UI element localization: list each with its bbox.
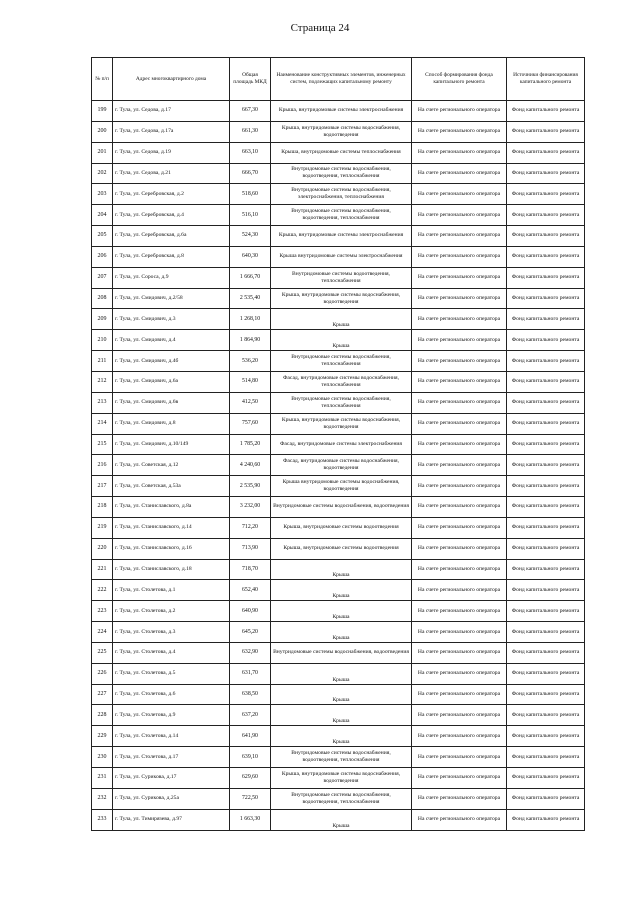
row-elements: Внутридомовые системы водоснабжения, водоотведения, теплоснабжения <box>271 205 412 226</box>
row-source: Фонд капитального ремонта <box>507 684 585 705</box>
row-number: 233 <box>92 809 113 830</box>
row-elements: Фасад, внутридомовые системы водоснабжения, водоотведения <box>271 455 412 476</box>
row-address: г. Тула, ул. Серебровская, д.6а <box>113 226 230 247</box>
row-area: 536,20 <box>230 351 271 372</box>
row-area: 722,50 <box>230 788 271 809</box>
row-elements: Крыша <box>271 684 412 705</box>
row-area: 1 663,30 <box>230 809 271 830</box>
row-area: 632,90 <box>230 642 271 663</box>
row-method: На счете регионального оператора <box>412 330 507 351</box>
row-address: г. Тула, ул. Советская, д.12 <box>113 455 230 476</box>
header-elements: Наименование конструктивных элементов, инженерных систем, подлежащих капитальному ремонту <box>271 58 412 101</box>
row-area: 661,30 <box>230 121 271 142</box>
row-address: г. Тула, ул. Станиславского, д.8а <box>113 497 230 518</box>
row-method: На счете регионального оператора <box>412 809 507 830</box>
row-number: 223 <box>92 601 113 622</box>
row-source: Фонд капитального ремонта <box>507 747 585 768</box>
row-source: Фонд капитального ремонта <box>507 330 585 351</box>
row-method: На счете регионального оператора <box>412 371 507 392</box>
row-method: На счете регионального оператора <box>412 663 507 684</box>
table-row <box>92 538 585 559</box>
row-number: 202 <box>92 163 113 184</box>
row-number: 199 <box>92 101 113 122</box>
row-elements: Крыша <box>271 330 412 351</box>
row-number: 201 <box>92 142 113 163</box>
table-row <box>92 142 585 163</box>
row-method: На счете регионального оператора <box>412 267 507 288</box>
row-address: г. Тула, ул. Станиславского, д.16 <box>113 538 230 559</box>
row-source: Фонд капитального ремонта <box>507 809 585 830</box>
row-area: 4 240,60 <box>230 455 271 476</box>
row-method: На счете регионального оператора <box>412 768 507 789</box>
row-source: Фонд капитального ремонта <box>507 163 585 184</box>
row-number: 225 <box>92 642 113 663</box>
row-area: 518,60 <box>230 184 271 205</box>
header-area: Общая площадь МКД <box>230 58 271 101</box>
row-method: На счете регионального оператора <box>412 642 507 663</box>
row-number: 208 <box>92 288 113 309</box>
header-address: Адрес многоквартирного дома <box>113 58 230 101</box>
row-source: Фонд капитального ремонта <box>507 246 585 267</box>
row-address: г. Тула, ул. Сурикова, д.25а <box>113 788 230 809</box>
row-number: 215 <box>92 434 113 455</box>
row-elements: Крыша, внутридомовые системы водоотведения <box>271 538 412 559</box>
row-address: г. Тула, ул. Столетова, д.3 <box>113 622 230 643</box>
row-method: На счете регионального оператора <box>412 434 507 455</box>
header-method: Способ формирования фонда капитального ремонта <box>412 58 507 101</box>
row-address: г. Тула, ул. Столетова, д.17 <box>113 747 230 768</box>
row-area: 713,90 <box>230 538 271 559</box>
row-elements: Крыша <box>271 601 412 622</box>
table-row <box>92 413 585 434</box>
row-source: Фонд капитального ремонта <box>507 121 585 142</box>
row-source: Фонд капитального ремонта <box>507 538 585 559</box>
row-number: 217 <box>92 476 113 497</box>
row-area: 514,80 <box>230 371 271 392</box>
row-area: 666,70 <box>230 163 271 184</box>
table-row <box>92 205 585 226</box>
row-source: Фонд капитального ремонта <box>507 663 585 684</box>
row-method: На счете регионального оператора <box>412 788 507 809</box>
row-source: Фонд капитального ремонта <box>507 142 585 163</box>
row-method: На счете регионального оператора <box>412 226 507 247</box>
table-row <box>92 184 585 205</box>
row-source: Фонд капитального ремонта <box>507 705 585 726</box>
row-elements: Крыша <box>271 559 412 580</box>
table-row <box>92 663 585 684</box>
row-address: г. Тула, ул. Серебровская, д.4 <box>113 205 230 226</box>
row-number: 222 <box>92 580 113 601</box>
row-area: 629,60 <box>230 768 271 789</box>
row-number: 210 <box>92 330 113 351</box>
row-area: 631,70 <box>230 663 271 684</box>
row-area: 718,70 <box>230 559 271 580</box>
row-number: 211 <box>92 351 113 372</box>
row-address: г. Тула, ул. Серебровская, д.2 <box>113 184 230 205</box>
table-row <box>92 226 585 247</box>
row-number: 213 <box>92 392 113 413</box>
row-address: г. Тула, ул. Столетова, д.9 <box>113 705 230 726</box>
row-elements: Внутридомовые системы водоотведения, теплоснабжения <box>271 267 412 288</box>
row-elements: Крыша, внутридомовые системы электроснабжения <box>271 226 412 247</box>
row-address: г. Тула, ул. Столетова, д.1 <box>113 580 230 601</box>
row-elements: Крыша <box>271 622 412 643</box>
row-elements: Крыша <box>271 580 412 601</box>
row-address: г. Тула, ул. Смидович, д.2/58 <box>113 288 230 309</box>
row-source: Фонд капитального ремонта <box>507 497 585 518</box>
row-number: 224 <box>92 622 113 643</box>
row-source: Фонд капитального ремонта <box>507 455 585 476</box>
row-elements: Крыша внутридомовые системы водоснабжения, водоотведения <box>271 476 412 497</box>
row-number: 229 <box>92 726 113 747</box>
row-elements: Фасад, внутридомовые системы водоснабжения, теплоснабжения <box>271 371 412 392</box>
row-area: 641,90 <box>230 726 271 747</box>
table-row <box>92 517 585 538</box>
row-method: На счете регионального оператора <box>412 142 507 163</box>
row-method: На счете регионального оператора <box>412 601 507 622</box>
row-elements: Крыша, внутридомовые системы водоснабжения, водоотведения <box>271 413 412 434</box>
row-method: На счете регионального оператора <box>412 288 507 309</box>
row-source: Фонд капитального ремонта <box>507 788 585 809</box>
row-number: 216 <box>92 455 113 476</box>
row-source: Фонд капитального ремонта <box>507 371 585 392</box>
row-number: 228 <box>92 705 113 726</box>
row-address: г. Тула, ул. Седова, д.17 <box>113 101 230 122</box>
table-row <box>92 309 585 330</box>
row-method: На счете регионального оператора <box>412 622 507 643</box>
row-address: г. Тула, ул. Столетова, д.6 <box>113 684 230 705</box>
table-row <box>92 768 585 789</box>
row-address: г. Тула, ул. Серебровская, д.8 <box>113 246 230 267</box>
row-area: 524,30 <box>230 226 271 247</box>
row-area: 1 268,10 <box>230 309 271 330</box>
row-method: На счете регионального оператора <box>412 476 507 497</box>
row-address: г. Тула, ул. Столетова, д.2 <box>113 601 230 622</box>
row-method: На счете регионального оператора <box>412 559 507 580</box>
row-number: 232 <box>92 788 113 809</box>
row-number: 218 <box>92 497 113 518</box>
row-source: Фонд капитального ремонта <box>507 580 585 601</box>
row-area: 640,90 <box>230 601 271 622</box>
row-method: На счете регионального оператора <box>412 351 507 372</box>
row-area: 1 864,90 <box>230 330 271 351</box>
row-method: На счете регионального оператора <box>412 121 507 142</box>
table-row <box>92 642 585 663</box>
row-elements: Внутридомовые системы водоснабжения, электроснабжения, теплоснабжения <box>271 184 412 205</box>
row-address: г. Тула, ул. Смидович, д.6в <box>113 392 230 413</box>
table-row <box>92 371 585 392</box>
row-address: г. Тула, ул. Советская, д.53а <box>113 476 230 497</box>
row-address: г. Тула, ул. Смидович, д.10/149 <box>113 434 230 455</box>
row-source: Фонд капитального ремонта <box>507 642 585 663</box>
row-elements: Фасад, внутридомовые системы электроснабжения <box>271 434 412 455</box>
row-address: г. Тула, ул. Смидович, д.3 <box>113 309 230 330</box>
table-row <box>92 330 585 351</box>
row-method: На счете регионального оператора <box>412 726 507 747</box>
row-area: 2 535,90 <box>230 476 271 497</box>
row-address: г. Тула, ул. Станиславского, д.18 <box>113 559 230 580</box>
row-number: 205 <box>92 226 113 247</box>
row-source: Фонд капитального ремонта <box>507 351 585 372</box>
row-address: г. Тула, ул. Седова, д.21 <box>113 163 230 184</box>
row-address: г. Тула, ул. Седова, д.17а <box>113 121 230 142</box>
row-elements: Внутридомовые системы водоснабжения, водоотведения, теплоснабжения <box>271 747 412 768</box>
row-source: Фонд капитального ремонта <box>507 101 585 122</box>
row-source: Фонд капитального ремонта <box>507 267 585 288</box>
table-row <box>92 601 585 622</box>
row-source: Фонд капитального ремонта <box>507 622 585 643</box>
row-address: г. Тула, ул. Сороса, д.9 <box>113 267 230 288</box>
row-source: Фонд капитального ремонта <box>507 726 585 747</box>
row-area: 638,50 <box>230 684 271 705</box>
row-elements: Внутридомовые системы водоснабжения, водоотведения <box>271 497 412 518</box>
row-number: 230 <box>92 747 113 768</box>
row-method: На счете регионального оператора <box>412 101 507 122</box>
row-elements: Крыша внутридомовые системы электроснабжения <box>271 246 412 267</box>
row-elements: Крыша, внутридомовые системы теплоснабжения <box>271 142 412 163</box>
header-source: Источники финансирования капитального ремонта <box>507 58 585 101</box>
row-method: На счете регионального оператора <box>412 538 507 559</box>
row-address: г. Тула, ул. Смидович, д.4 <box>113 330 230 351</box>
row-source: Фонд капитального ремонта <box>507 559 585 580</box>
row-address: г. Тула, ул. Тимирязева, д.97 <box>113 809 230 830</box>
table-row <box>92 267 585 288</box>
row-elements: Крыша, внутридомовые системы водоснабжения, водоотведения <box>271 121 412 142</box>
row-area: 712,20 <box>230 517 271 538</box>
row-source: Фонд капитального ремонта <box>507 768 585 789</box>
row-method: На счете регионального оператора <box>412 517 507 538</box>
row-address: г. Тула, ул. Смидович, д.4б <box>113 351 230 372</box>
row-number: 206 <box>92 246 113 267</box>
table-row <box>92 101 585 122</box>
row-elements: Внутридомовые системы водоснабжения, водоотведения, теплоснабжения <box>271 788 412 809</box>
table-row <box>92 246 585 267</box>
row-address: г. Тула, ул. Столетова, д.14 <box>113 726 230 747</box>
row-source: Фонд капитального ремонта <box>507 226 585 247</box>
row-number: 204 <box>92 205 113 226</box>
row-source: Фонд капитального ремонта <box>507 601 585 622</box>
row-elements: Крыша <box>271 809 412 830</box>
row-area: 652,40 <box>230 580 271 601</box>
row-number: 220 <box>92 538 113 559</box>
row-source: Фонд капитального ремонта <box>507 205 585 226</box>
row-area: 1 666,70 <box>230 267 271 288</box>
table-row <box>92 121 585 142</box>
row-number: 227 <box>92 684 113 705</box>
row-elements: Крыша, внутридомовые системы электроснабжения <box>271 101 412 122</box>
row-area: 645,20 <box>230 622 271 643</box>
row-number: 226 <box>92 663 113 684</box>
row-elements: Крыша, внутридомовые системы водоотведения <box>271 517 412 538</box>
table-row <box>92 684 585 705</box>
table-row <box>92 622 585 643</box>
row-area: 640,30 <box>230 246 271 267</box>
row-method: На счете регионального оператора <box>412 580 507 601</box>
table-row <box>92 351 585 372</box>
table-row <box>92 726 585 747</box>
table-row <box>92 747 585 768</box>
row-number: 209 <box>92 309 113 330</box>
row-area: 3 232,00 <box>230 497 271 518</box>
row-source: Фонд капитального ремонта <box>507 288 585 309</box>
table-row <box>92 705 585 726</box>
row-source: Фонд капитального ремонта <box>507 476 585 497</box>
table-row <box>92 434 585 455</box>
row-source: Фонд капитального ремонта <box>507 517 585 538</box>
row-elements: Крыша <box>271 663 412 684</box>
row-elements: Крыша, внутридомовые системы водоснабжения, водоотведения <box>271 288 412 309</box>
table-row <box>92 392 585 413</box>
row-area: 412,50 <box>230 392 271 413</box>
row-source: Фонд капитального ремонта <box>507 413 585 434</box>
page-title: Страница 24 <box>290 22 350 34</box>
row-method: На счете регионального оператора <box>412 246 507 267</box>
row-area: 667,30 <box>230 101 271 122</box>
row-elements: Крыша <box>271 309 412 330</box>
row-area: 516,10 <box>230 205 271 226</box>
row-elements: Крыша <box>271 705 412 726</box>
table-header-row <box>92 58 585 101</box>
row-source: Фонд капитального ремонта <box>507 184 585 205</box>
table-row <box>92 163 585 184</box>
row-elements: Внутридомовые системы водоснабжения, теплоснабжения <box>271 392 412 413</box>
row-area: 639,10 <box>230 747 271 768</box>
table-row <box>92 580 585 601</box>
row-method: На счете регионального оператора <box>412 392 507 413</box>
row-elements: Крыша, внутридомовые системы водоснабжения, водоотведения <box>271 768 412 789</box>
row-number: 203 <box>92 184 113 205</box>
row-number: 200 <box>92 121 113 142</box>
table-row <box>92 497 585 518</box>
repair-program-table <box>91 57 585 831</box>
row-number: 221 <box>92 559 113 580</box>
row-address: г. Тула, ул. Столетова, д.5 <box>113 663 230 684</box>
table-row <box>92 455 585 476</box>
row-elements: Внутридомовые системы водоснабжения, водоотведения, теплоснабжения <box>271 163 412 184</box>
row-address: г. Тула, ул. Столетова, д.4 <box>113 642 230 663</box>
row-elements: Внутридомовые системы водоснабжения, теплоснабжения <box>271 351 412 372</box>
row-method: На счете регионального оператора <box>412 163 507 184</box>
row-area: 757,60 <box>230 413 271 434</box>
row-address: г. Тула, ул. Смидович, д.8 <box>113 413 230 434</box>
row-address: г. Тула, ул. Сурикова, д.17 <box>113 768 230 789</box>
row-method: На счете регионального оператора <box>412 184 507 205</box>
row-elements: Крыша <box>271 726 412 747</box>
row-address: г. Тула, ул. Смидович, д.6а <box>113 371 230 392</box>
row-method: На счете регионального оператора <box>412 455 507 476</box>
table-row <box>92 788 585 809</box>
row-method: На счете регионального оператора <box>412 413 507 434</box>
row-method: На счете регионального оператора <box>412 497 507 518</box>
row-method: На счете регионального оператора <box>412 309 507 330</box>
row-address: г. Тула, ул. Станиславского, д.14 <box>113 517 230 538</box>
row-source: Фонд капитального ремонта <box>507 392 585 413</box>
row-address: г. Тула, ул. Седова, д.19 <box>113 142 230 163</box>
row-source: Фонд капитального ремонта <box>507 309 585 330</box>
table-row <box>92 559 585 580</box>
row-area: 663,10 <box>230 142 271 163</box>
row-elements: Внутридомовые системы водоснабжения, водоотведения <box>271 642 412 663</box>
row-method: На счете регионального оператора <box>412 705 507 726</box>
table-row <box>92 288 585 309</box>
row-number: 207 <box>92 267 113 288</box>
row-number: 214 <box>92 413 113 434</box>
row-number: 219 <box>92 517 113 538</box>
table-row <box>92 809 585 830</box>
row-method: На счете регионального оператора <box>412 684 507 705</box>
row-method: На счете регионального оператора <box>412 747 507 768</box>
row-source: Фонд капитального ремонта <box>507 434 585 455</box>
table-row <box>92 476 585 497</box>
row-number: 231 <box>92 768 113 789</box>
row-method: На счете регионального оператора <box>412 205 507 226</box>
row-area: 637,20 <box>230 705 271 726</box>
row-area: 2 535,40 <box>230 288 271 309</box>
row-number: 212 <box>92 371 113 392</box>
header-number: № п/п <box>92 58 113 101</box>
row-area: 1 785,20 <box>230 434 271 455</box>
